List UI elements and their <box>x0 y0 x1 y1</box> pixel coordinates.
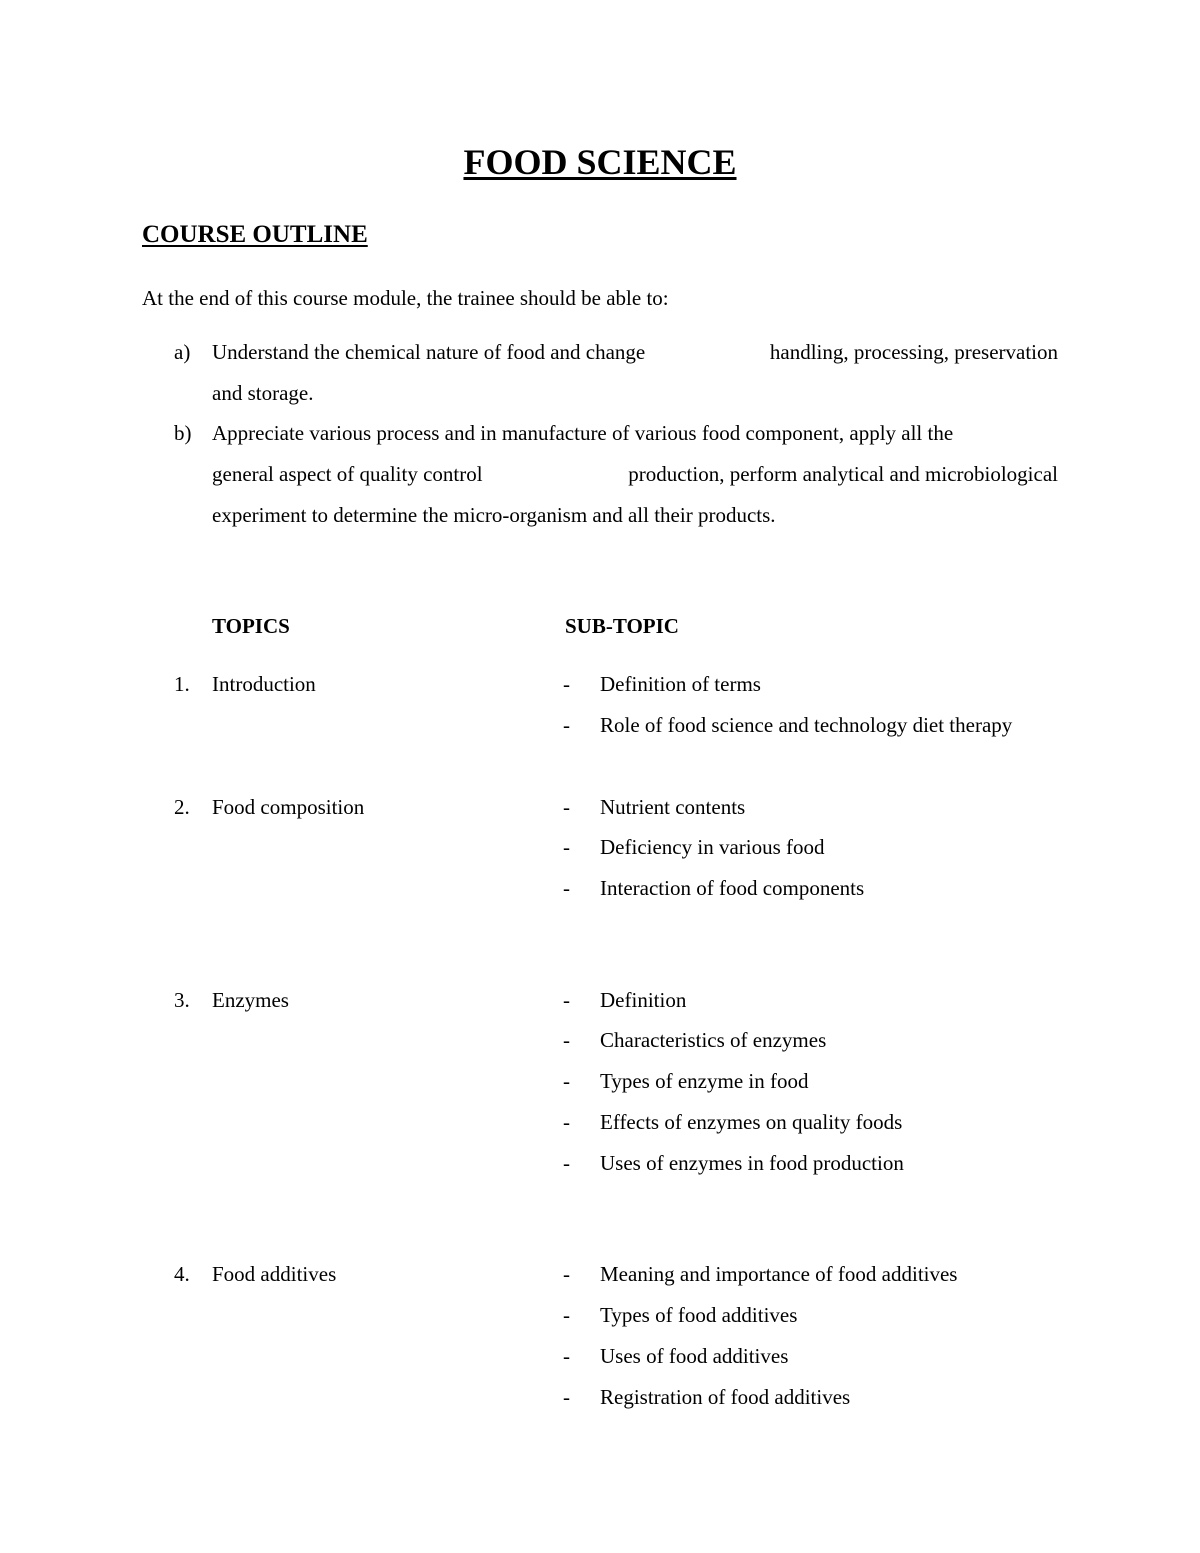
subtopic-item: - Types of enzyme in food <box>563 1069 809 1093</box>
subtopic-item: - Deficiency in various food <box>563 835 825 859</box>
document-title: FOOD SCIENCE <box>463 142 737 182</box>
topic-name: Introduction <box>212 672 316 696</box>
section-heading: COURSE OUTLINE <box>142 221 368 248</box>
subtopic-item: - Uses of food additives <box>563 1344 789 1368</box>
objective-line: general aspect of quality control production, perform analytical and microbiological <box>212 462 1058 486</box>
objective-letter: b) <box>174 421 192 445</box>
topic-item <box>174 1260 336 1288</box>
objective-line: and storage. <box>212 381 314 405</box>
subtopic-item: - Registration of food additives <box>563 1385 851 1409</box>
subtopic-item: - Role of food science and technology diet therapy <box>563 713 1013 737</box>
topic-number: 4. <box>174 1262 190 1286</box>
topic-number: 1. <box>174 672 190 696</box>
topic-name: Food additives <box>212 1262 337 1286</box>
objective-line: Understand the chemical nature of food and change handling, processing, preservation <box>212 340 1058 364</box>
objective-b <box>174 413 1058 536</box>
subtopic-item: - Characteristics of enzymes <box>563 1028 827 1052</box>
subtopic-item: - Definition of terms <box>563 672 761 696</box>
topic-name: Enzymes <box>212 988 289 1012</box>
topic-item <box>174 670 316 698</box>
topic-item <box>174 793 364 821</box>
subtopic-item: - Types of food additives <box>563 1303 798 1327</box>
subtopic-header: SUB-TOPIC <box>565 614 679 638</box>
intro-text: At the end of this course module, the trainee should be able to: <box>142 286 669 310</box>
objective-text <box>212 332 1058 414</box>
objective-text <box>212 413 1058 536</box>
objective-line: Appreciate various process and in manufacture of various food component, apply all the <box>212 421 954 445</box>
topic-name: Food composition <box>212 795 365 819</box>
subtopic-item: - Meaning and importance of food additives <box>563 1262 958 1286</box>
objective-line: experiment to determine the micro-organism and all their products. <box>212 503 776 527</box>
topics-header: TOPICS <box>212 614 290 638</box>
topic-item <box>174 986 289 1014</box>
objective-letter: a) <box>174 340 191 364</box>
subtopic-item: - Nutrient contents <box>563 795 746 819</box>
topic-number: 2. <box>174 795 190 819</box>
subtopic-item: - Definition <box>563 988 687 1012</box>
subtopic-item: - Uses of enzymes in food production <box>563 1151 904 1175</box>
subtopic-item: - Effects of enzymes on quality foods <box>563 1110 903 1134</box>
objective-a <box>174 332 1058 414</box>
topic-number: 3. <box>174 988 190 1012</box>
subtopic-item: - Interaction of food components <box>563 876 865 900</box>
